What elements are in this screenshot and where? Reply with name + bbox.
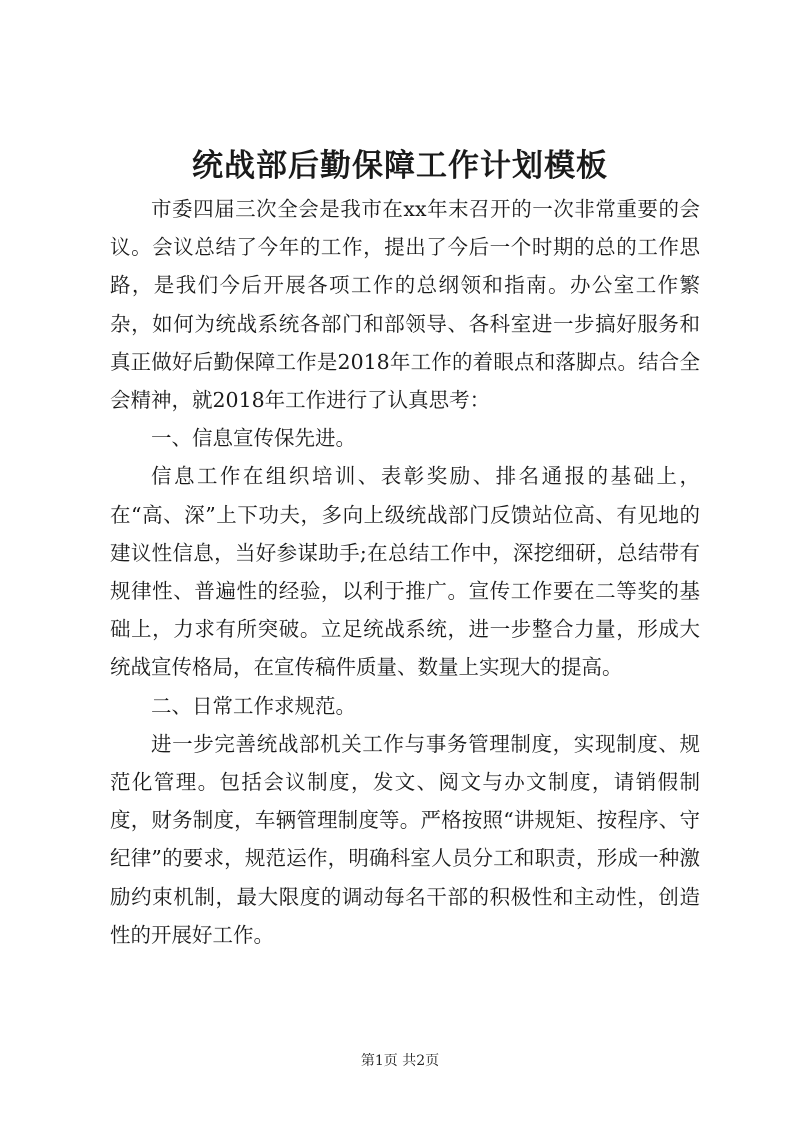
paragraph-intro: 市委四届三次全会是我市在xx年末召开的一次非常重要的会议。会议总结了今年的工作，提出了今后一个时期的总的工作思路，是我们今后开展各项工作的总纲领和指南。办公室工作繁杂，如何为统战系统各部门和部领导、各科室进一步搞好服务和真正做好后勤保障工作是2018年工作的着眼点和落脚点。结合全会精神，就2018年工作进行了认真思考：	[110, 197, 700, 413]
document-body	[110, 190, 700, 954]
section-heading-2: 二、日常工作求规范。	[151, 693, 356, 718]
section-heading-1: 一、信息宣传保先进。	[151, 426, 356, 451]
paragraph-section-2: 进一步完善统战部机关工作与事务管理制度，实现制度、规范化管理。包括会议制度，发文、阅文与办文制度，请销假制度，财务制度，车辆管理制度等。严格按照“讲规矩、按程序、守纪律”的要求，规范运作，明确科室人员分工和职责，形成一种激励约束机制，最大限度的调动每名干部的积极性和主动性，创造性的开展好工作。	[110, 731, 700, 947]
paragraph-section-1: 信息工作在组织培训、表彰奖励、排名通报的基础上，在“高、深”上下功夫，多向上级统战部门反馈站位高、有见地的建议性信息，当好参谋助手;在总结工作中，深挖细研，总结带有规律性、普遍性的经验，以利于推广。宣传工作要在二等奖的基础上，力求有所突破。立足统战系统，进一步整合力量，形成大统战宣传格局，在宣传稿件质量、数量上实现大的提高。	[110, 464, 700, 680]
page-footer: 第1页 共2页	[360, 1053, 440, 1069]
document-title: 统战部后勤保障工作计划模板	[192, 148, 608, 184]
